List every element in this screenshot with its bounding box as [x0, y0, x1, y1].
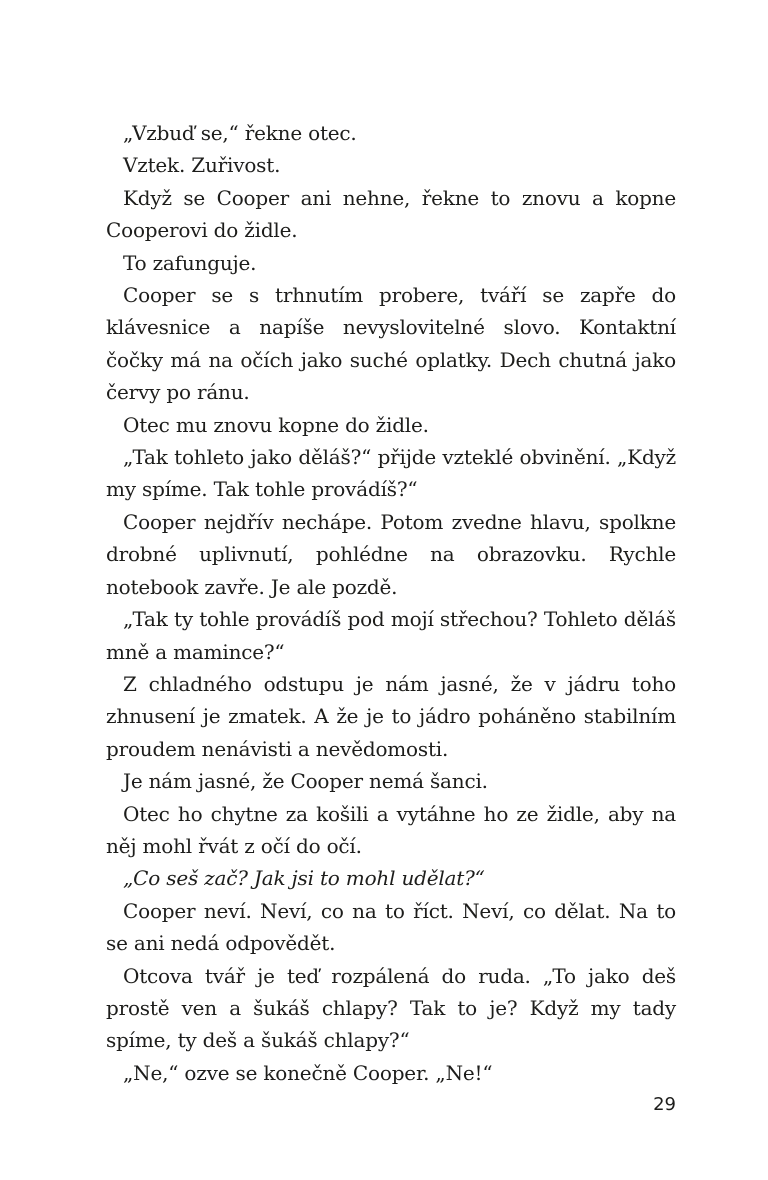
paragraph-4: To zafunguje.	[123, 250, 257, 275]
paragraph-3: Když se Cooper ani nehne, řekne to znovu a kopne Cooperovi do židle.	[106, 185, 676, 243]
paragraph-9: „Tak ty tohle provádíš pod mojí střechou? Tohleto děláš mně a mamince?“	[106, 607, 676, 664]
page-number: 29	[653, 1094, 676, 1115]
paragraph-6: Otec mu znovu kopne do židle.	[123, 412, 429, 437]
paragraph-15: Otcova tvář je teď rozpálená do ruda. „To jako deš prostě ven a šukáš chlapy? Tak to je? Když my tady spíme, ty deš a šukáš chlapy?“	[106, 963, 676, 1053]
paragraph-8: Cooper nejdřív nechápe. Potom zvedne hlavu, spolkne drobné uplivnutí, pohlédne na obrazovku. Rychle notebook zavře. Je ale pozdě.	[106, 509, 676, 599]
paragraph-7: „Tak tohleto jako děláš?“ přijde vzteklé obvinění. „Když my spíme. Tak tohle provádíš?“	[106, 445, 676, 502]
paragraph-10: Z chladného odstupu je nám jasné, že v jádru toho zhnusení je zmatek. A že je to jádro poháněno stabilním proudem nenávisti a nevědomosti.	[106, 671, 676, 761]
paragraph-1: „Vzbuď se,“ řekne otec.	[123, 121, 357, 145]
paragraph-11: Je nám jasné, že Cooper nemá šanci.	[123, 769, 488, 794]
paragraph-5: Cooper se s trhnutím probere, tváří se zapře do klávesnice a napíše nevyslovitelné slovo. Kontaktní čočky má na očích jako suché oplatky. Dech chutná jako červy po ránu.	[106, 283, 676, 405]
paragraph-12: Otec ho chytne za košili a vytáhne ho ze židle, aby na něj mohl řvát z očí do očí.	[106, 801, 676, 858]
body-text	[106, 117, 676, 1089]
paragraph-13: „Co seš zač? Jak jsi to mohl udělat?“	[123, 866, 485, 891]
paragraph-2: Vztek. Zuřivost.	[123, 153, 281, 178]
paragraph-14: Cooper neví. Neví, co na to říct. Neví, co dělat. Na to se ani nedá odpovědět.	[106, 898, 676, 956]
paragraph-16: „Ne,“ ozve se konečně Cooper. „Ne!“	[123, 1060, 493, 1085]
